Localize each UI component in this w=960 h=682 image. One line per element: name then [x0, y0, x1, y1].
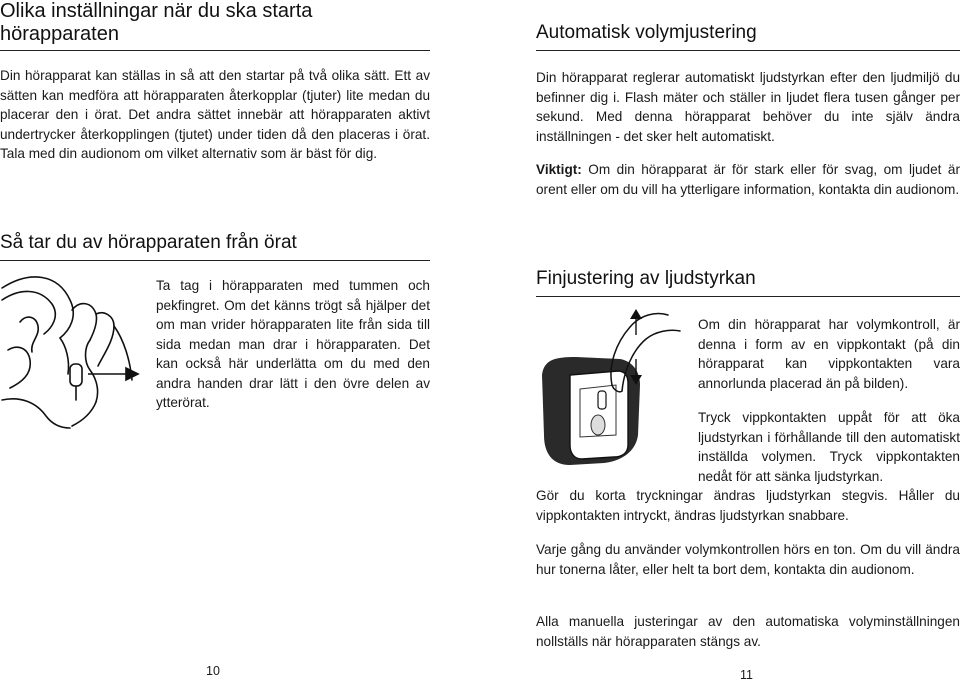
important-label: Viktigt:: [536, 162, 582, 177]
title-divider: [0, 50, 430, 51]
intro-paragraph: Din hörapparat kan ställas in så att den startar på två olika sätt. Ett av sätten kan medföra att hörapparaten återkopplar (tjuter) lite medan du placerar den i örat. Det andra sättet innebär att hörapparaten aktivt undertrycker återkopplingen (tjutet) under tiden då den placeras i örat. Tala med din audionom om vilket alternativ som är bäst för dig.: [0, 68, 430, 161]
ear-removal-illustration: [0, 270, 142, 430]
fine-tuning-heading: Finjustering av ljudstyrkan: [536, 268, 756, 289]
removal-heading-divider: [0, 260, 430, 261]
fine-tuning-paragraph-2b: Gör du korta tryckningar ändras ljudstyrkan stegvis. Håller du vippkontakten intryckt, ändras ljudstyrkan snabbare.: [536, 488, 960, 523]
auto-volume-paragraph: Din hörapparat reglerar automatiskt ljudstyrkan efter den ljudmiljö du befinner dig i. Flash mäter och ställer in ljudet flera tusen gånger per sekund. Med denna hörapparat behöver du inte själv ändra inställningen - det sker helt automatiskt.: [536, 70, 960, 144]
ear-hand-drawing-icon: [0, 270, 142, 430]
hearing-aid-rocker-switch-icon: [536, 305, 691, 470]
removal-heading: Så tar du av hörapparaten från örat: [0, 232, 297, 253]
important-text: Om din hörapparat är för stark eller för svag, om ljudet är orent eller om du vill ha ytterligare information, kontakta din audionom.: [536, 162, 960, 197]
fine-tuning-paragraph-1: Om din hörapparat har volymkontroll, är denna i form av en vippkontakt (på din hörapparat kan vippkontakten vara annorlunda placerad än på bilden).: [698, 317, 960, 391]
removal-paragraph: Ta tag i hörapparaten med tummen och pekfingret. Om det känns trögt så hjälper det om man vrider hörapparaten lite från sida till sida medan man drar i hörapparaten. Det kan också här underlätta om du med den andra handen drar lätt i den övre delen av ytterörat.: [156, 278, 430, 410]
tone-paragraph: Varje gång du använder volymkontrollen hörs en ton. Om du vill ändra hur tonerna låter, eller helt ta bort dem, kontakta din audionom.: [536, 542, 960, 577]
important-note: [536, 160, 960, 199]
left-page-title: Olika inställningar när du ska starta hörapparaten: [0, 0, 313, 45]
hearing-aid-illustration: [536, 305, 691, 470]
page-number-right: 11: [740, 668, 753, 682]
auto-volume-heading: Automatisk volymjustering: [536, 22, 757, 43]
reset-paragraph: Alla manuella justeringar av den automatiska volyminställningen nollställs när hörapparaten stängs av.: [536, 614, 960, 649]
auto-heading-divider: [536, 50, 960, 51]
fine-heading-divider: [536, 296, 960, 297]
fine-tuning-paragraph-2a: Tryck vippkontakten uppåt för att öka ljudstyrkan i förhållande till den automatiskt inställda volymen. Tryck vippkontakten nedåt för att sänka ljudstyrkan.: [698, 410, 960, 484]
page-number-left: 10: [206, 664, 220, 678]
